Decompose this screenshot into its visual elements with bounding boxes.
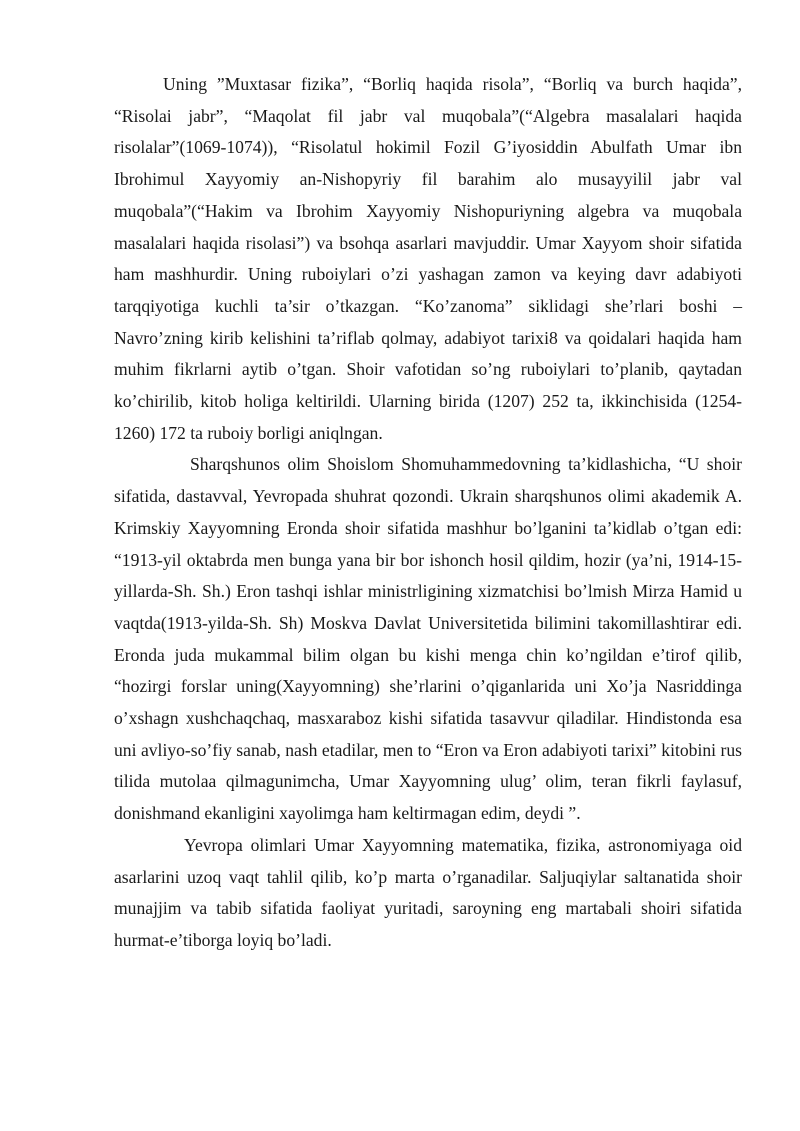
paragraph-2: Sharqshunos olim Shoislom Shomuhammedovning ta’kidlashicha, “U shoir sifatida, dastavval, Yevropada shuhrat qozondi. Ukrain sharqshunos olimi akademik A. Krimskiy Xayyomning Eronda shoir sifatida mashhur bo’lganini ta’kidlab o’tgan edi: “1913-yil oktabrda men bunga yana bir bor ishonch hosil qildim, hozir (ya’ni, 1914-15-yillarda-Sh. Sh.) Eron tashqi ishlar ministrligining xizmatchisi bo’lmish Mirza Hamid u vaqtda(1913-yilda-Sh. Sh) Moskva Davlat Universitetida bilimini takomillashtirar edi. Eronda juda mukammal bilim olgan bu kishi menga chin ko’ngildan e’tirof qilib, “hozirgi forslar uning(Xayyomning) she’rlarini o’qiganlarida uni Xo’ja Nasriddinga o’xshagn xushchaqchaq, masxaraboz kishi sifatida tasavvur qiladilar. Hindistonda esa uni avliyo-so’fiy sanab, nash etadilar, men to “Eron va Eron adabiyoti tarixi” kitobini rus tilida mutolaa qilmagunimcha, Umar Xayyomning ulug’ olim, teran fikrli faylasuf, donishmand ekanligini xayolimga ham keltirmagan edim, deydi ”. [114, 454, 742, 824]
paragraph-3: Yevropa olimlari Umar Xayyomning matematika, fizika, astronomiyaga oid asarlarini uzoq vaqt tahlil qilib, ko’p marta o’rganadilar. Saljuqiylar saltanatida shoir munajjim va tabib sifatida faoliyat yuritadi, saroyning eng martabali shoiri sifatida hurmat-e’tiborga loyiq bo’ladi. [114, 834, 742, 950]
paragraph-1: Uning ”Muxtasar fizika”, “Borliq haqida risola”, “Borliq va burch haqida”, “Risolai jabr”, “Maqolat fil jabr val muqobala”(“Algebra masalalari haqida risolalar”(1069-1074)), “Risolatul hokimil Fozil G’iyosiddin Abulfath Umar ibn Ibrohimul Xayyomiy an-Nishopyriy fil barahim alo musayyilil jabr val muqobala”(“Hakim va Ibrohim Xayyomiy Nishopuriyning algebra va muqobala masalalari haqida risolasi”) va bsohqa asarlari mavjuddir. Umar Xayyom shoir sifatida ham mashhurdir. Uning ruboiylari o’zi yashagan zamon va keying davr adabiyoti tarqqiyotiga kuchli ta’sir o’tkazgan. “Ko’zanoma” siklidagi she’rlari boshi – Navro’zning kirib kelishini ta’riflab qolmay, adabiyot tarixi8 va qoidalari haqida ham muhim fikrlarni aytib o’tgan. Shoir vafotidan so’ng ruboiylari to’planib, qaytadan ko’chirilib, kitob holiga keltirildi. Ularning birida (1207) 252 ta, ikkinchisida (1254-1260) 172 ta ruboiy borligi aniqlngan. [114, 74, 742, 443]
document-body [114, 69, 742, 957]
